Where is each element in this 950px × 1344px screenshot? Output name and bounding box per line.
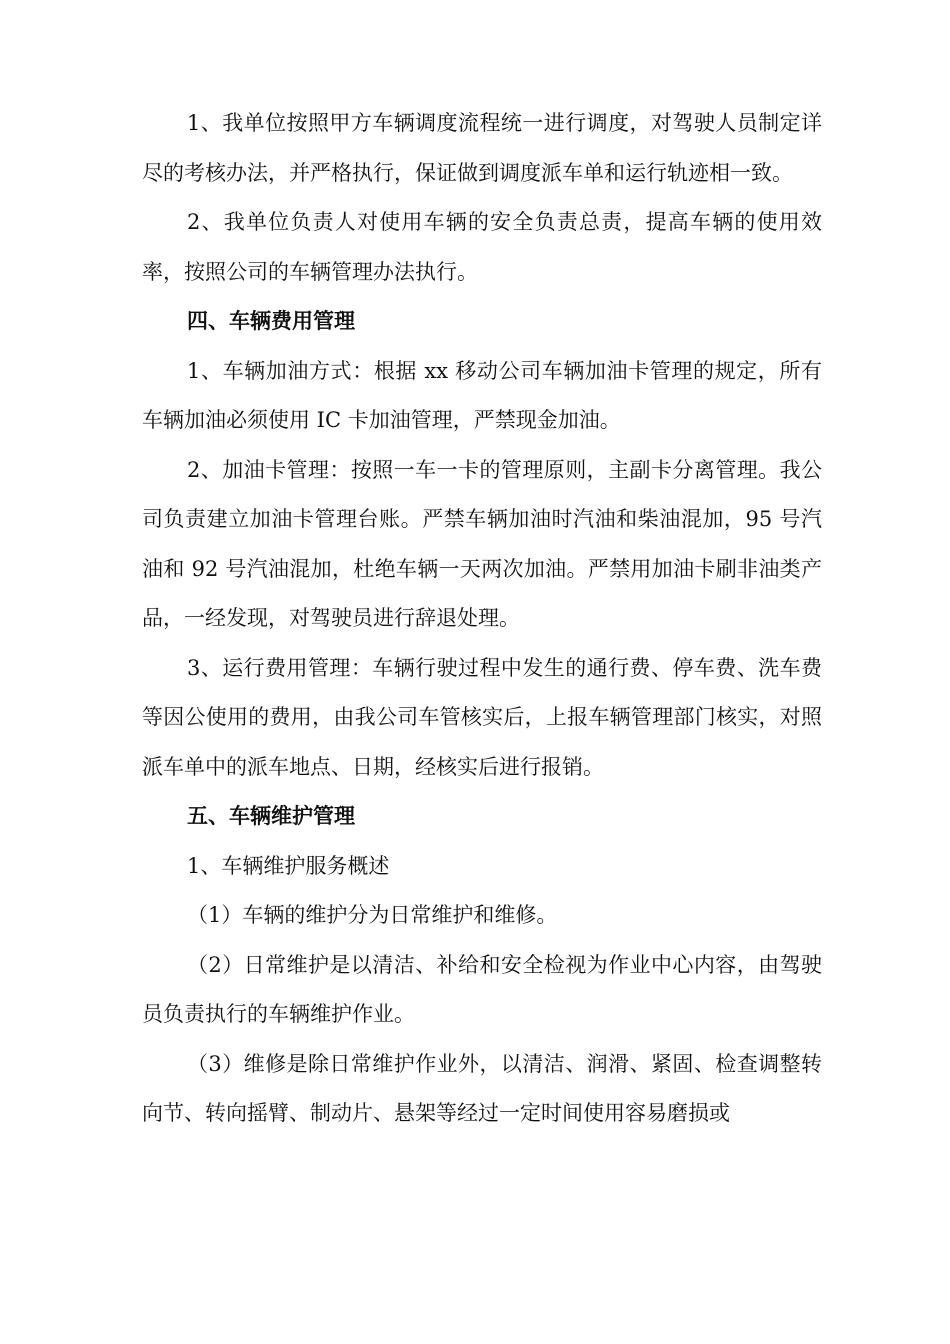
paragraph-maintenance-types: （1）车辆的维护分为日常维护和维修。 [187, 903, 558, 927]
section-heading-vehicle-costs: 四、车辆费用管理 [187, 309, 355, 333]
paragraph-safety-responsibility: 2、我单位负责人对使用车辆的安全负责总责，提高车辆的使用效率，按照公司的车辆管理办法执行。 [142, 210, 822, 284]
paragraph-maintenance-overview: 1、车辆维护服务概述 [187, 853, 390, 878]
paragraph-daily-maintenance: （2）日常维护是以清洁、补给和安全检视为作业中心内容，由驾驶员负责执行的车辆维护作业。 [142, 952, 822, 1026]
paragraph-repair-definition: （3）维修是除日常维护作业外，以清洁、润滑、紧固、检查调整转向节、转向摇臂、制动片、悬架等经过一定时间使用容易磨损或 [142, 1051, 822, 1125]
document-body [142, 99, 822, 1139]
section-heading-vehicle-maintenance: 五、车辆维护管理 [187, 804, 355, 828]
paragraph-dispatch-assessment: 1、我单位按照甲方车辆调度流程统一进行调度，对驾驶人员制定详尽的考核办法，并严格执行，保证做到调度派车单和运行轨迹相一致。 [142, 111, 822, 185]
paragraph-fuel-card-management: 2、加油卡管理：按照一车一卡的管理原则，主副卡分离管理。我公司负责建立加油卡管理台账。严禁车辆加油时汽油和柴油混加，95 号汽油和 92 号汽油混加，杜绝车辆一天两次加油。严禁用加油卡刷非油类产品，一经发现，对驾驶员进行辞退处理。 [142, 457, 822, 630]
paragraph-refueling-method: 1、车辆加油方式：根据 xx 移动公司车辆加油卡管理的规定，所有车辆加油必须使用 IC 卡加油管理，严禁现金加油。 [142, 358, 822, 432]
paragraph-operating-costs: 3、运行费用管理：车辆行驶过程中发生的通行费、停车费、洗车费等因公使用的费用，由我公司车管核实后，上报车辆管理部门核实，对照派车单中的派车地点、日期，经核实后进行报销。 [142, 655, 822, 779]
